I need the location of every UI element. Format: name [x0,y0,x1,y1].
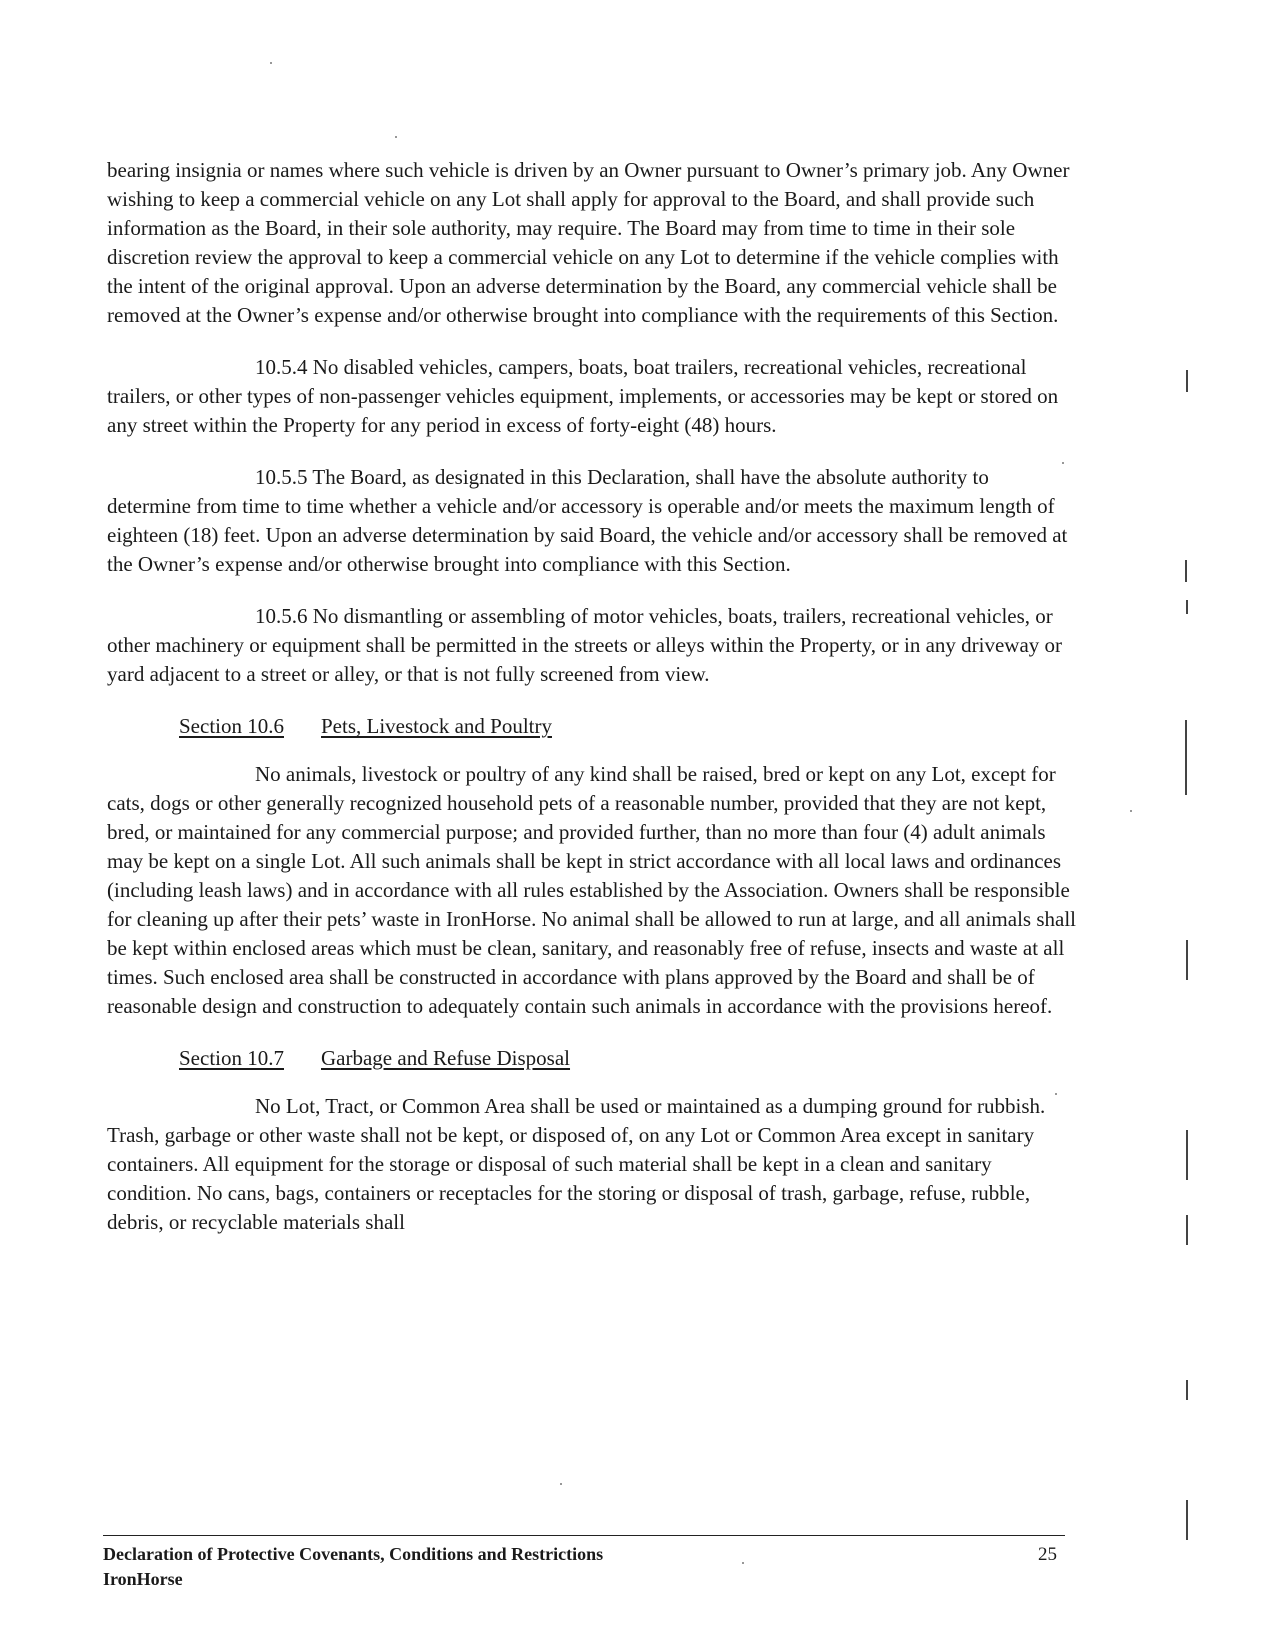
scan-speck [1062,462,1064,464]
section-heading-10-6 [179,712,1077,741]
scan-artifact [1185,560,1187,582]
scan-artifact [1185,720,1187,795]
footer-community-name: IronHorse [103,1569,183,1589]
section-heading-10-7 [179,1044,1077,1073]
scan-artifact [1186,600,1188,614]
scan-artifact [1186,370,1188,392]
section-title: Pets, Livestock and Poultry [321,714,552,738]
section-number: Section 10.7 [179,1046,284,1070]
footer-divider [103,1535,1065,1536]
scan-artifact [1186,940,1188,980]
paragraph-10-5-5: 10.5.5 The Board, as designated in this Declaration, shall have the absolute authority to determine from time to time whether a vehicle and/or accessory is operable and/or meets the maximum length of eighteen (18) feet. Upon an adverse determination by said Board, the vehicle and/or accessory shall be removed at the Owner’s expense and/or otherwise brought into compliance with this Section. [107,465,1068,576]
page-footer [103,1535,1065,1592]
scan-artifact [1186,1215,1188,1245]
scan-artifact [1186,1130,1188,1180]
paragraph-commercial-vehicle: bearing insignia or names where such vehicle is driven by an Owner pursuant to Owner’s primary job. Any Owner wishing to keep a commercial vehicle on any Lot shall apply for approval to the Board, and shall provide such information as the Board, in their sole authority, may require. The Board may from time to time in their sole discretion review the approval to keep a commercial vehicle on any Lot to determine if the vehicle complies with the intent of the original approval. Upon an adverse determination by the Board, any commercial vehicle shall be removed at the Owner’s expense and/or otherwise brought into compliance with the requirements of this Section. [107,158,1070,327]
scan-speck [1130,810,1132,812]
scan-speck [395,136,397,138]
document-body [107,156,1077,1260]
section-title: Garbage and Refuse Disposal [321,1046,571,1070]
scan-speck [1055,1093,1057,1095]
paragraph-garbage-refuse: No Lot, Tract, or Common Area shall be used or maintained as a dumping ground for rubbish. Trash, garbage or other waste shall not be kept, or disposed of, on any Lot or Common Area except in sanitary containers. All equipment for the storage or disposal of such material shall be kept in a clean and sanitary condition. No cans, bags, containers or receptacles for the storing or disposal of trash, garbage, refuse, rubble, debris, or recyclable materials shall [107,1094,1046,1234]
paragraph-pets-livestock: No animals, livestock or poultry of any kind shall be raised, bred or kept on any Lot, except for cats, dogs or other generally recognized household pets of a reasonable number, provided that they are not kept, bred, or maintained for any commercial purpose; and provided further, than no more than four (4) adult animals may be kept on a single Lot. All such animals shall be kept in strict accordance with all local laws and ordinances (including leash laws) and in accordance with all rules established by the Association. Owners shall be responsible for cleaning up after their pets’ waste in IronHorse. No animal shall be allowed to run at large, and all animals shall be kept within enclosed areas which must be clean, sanitary, and reasonably free of refuse, insects and waste at all times. Such enclosed area shall be constructed in accordance with plans approved by the Board and shall be of reasonable design and construction to adequately contain such animals in accordance with the provisions hereof. [107,762,1076,1018]
scan-speck [560,1483,562,1485]
footer-document-title: Declaration of Protective Covenants, Conditions and Restrictions [103,1544,604,1564]
page-number: 25 [1038,1544,1057,1565]
scan-artifact [1186,1380,1188,1400]
scan-speck [742,1562,744,1564]
paragraph-10-5-4: 10.5.4 No disabled vehicles, campers, boats, boat trailers, recreational vehicles, recreational trailers, or other types of non-passenger vehicles equipment, implements, or accessories may be kept or stored on any street within the Property for any period in excess of forty-eight (48) hours. [107,355,1059,437]
scan-artifact [1186,1500,1188,1540]
paragraph-10-5-6: 10.5.6 No dismantling or assembling of motor vehicles, boats, trailers, recreational vehicles, or other machinery or equipment shall be permitted in the streets or alleys within the Property, or in any driveway or yard adjacent to a street or alley, or that is not fully screened from view. [107,604,1063,686]
footer-title-row [103,1542,1065,1567]
section-number: Section 10.6 [179,714,284,738]
scan-speck [270,62,272,64]
